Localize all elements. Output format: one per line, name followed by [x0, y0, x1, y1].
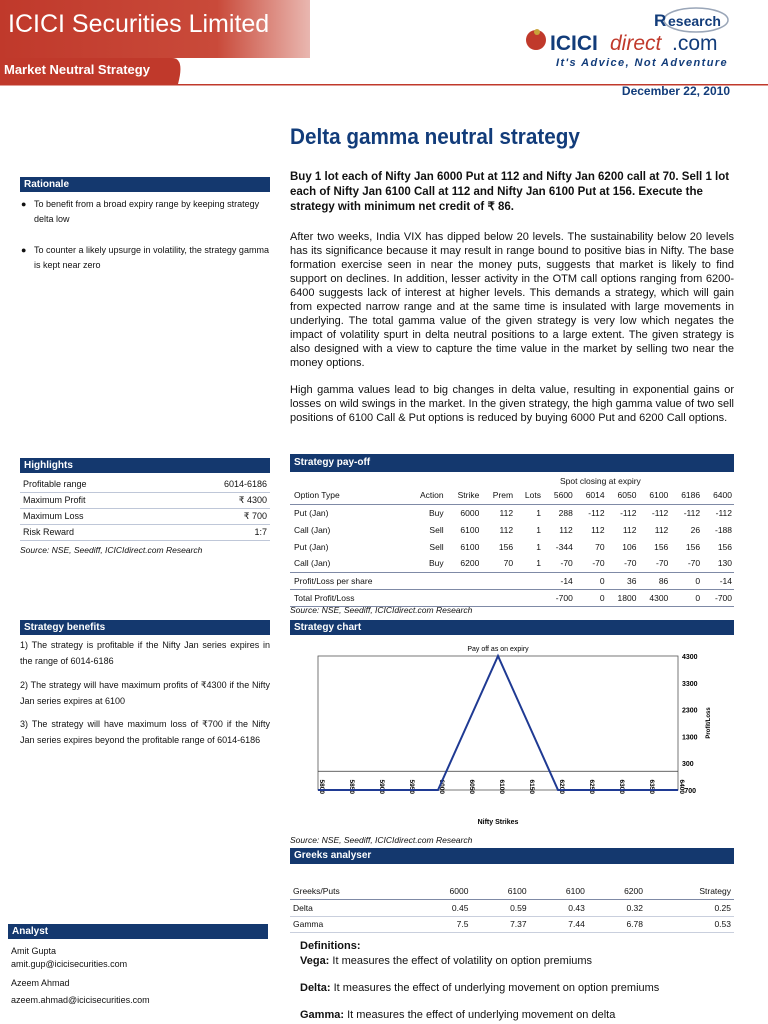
table-row: Risk Reward 1:7: [20, 524, 270, 540]
section-tag: Market Neutral Strategy: [4, 62, 150, 77]
highlights-table: [20, 476, 270, 541]
x-tick-label: 6200: [558, 779, 565, 794]
greeks-table: [290, 883, 734, 933]
greeks-heading: Greeks analyser: [290, 848, 734, 864]
rationale-item: ● To counter a likely upsurge in volatility, the strategy gamma is kept near zero: [21, 245, 269, 270]
table-row: Total Profit/Loss -700 0 1800 4300 0 -700: [290, 589, 734, 606]
x-tick-label: 5900: [378, 779, 385, 794]
plot-area: [318, 656, 678, 790]
definition-gamma: Gamma: It measures the effect of underlying movement on delta: [300, 1009, 616, 1021]
table-header-row: Greeks/Puts 6000 6100 6100 6200 Strategy: [290, 883, 734, 900]
analyst-name: Amit Gupta: [11, 946, 57, 956]
series-line: [318, 656, 678, 790]
x-tick-label: 5950: [408, 779, 415, 794]
analyst-name: Azeem Ahmad: [11, 978, 70, 988]
y-tick-label: -700: [682, 788, 697, 795]
body-paragraph: High gamma values lead to big changes in delta value, resulting in exponential gains or losses on wild swings in the market. In the given strategy, the high gamma value of two sell positions of 6100 Call & Put options is reduced by buying 6000 Put and 6200 Call options.: [290, 384, 734, 424]
rationale-item: ● To benefit from a broad expiry range by keeping strategy delta low: [21, 199, 260, 224]
definition-vega: Vega: It measures the effect of volatility on option premiums: [300, 955, 593, 967]
bullet-icon: ●: [21, 245, 27, 255]
payoff-table: [290, 487, 734, 607]
y-tick-label: 300: [682, 761, 694, 769]
x-tick-label: 5800: [318, 779, 325, 794]
table-row: Profit/Loss per share -14 0 36 86 0 -14: [290, 572, 734, 589]
table-row: Put (Jan) Sell 6100 156 1 -344 70 106 156 156 156: [294, 541, 732, 552]
payoff-chart: [290, 636, 734, 832]
bullet-icon: ●: [21, 199, 27, 209]
benefit-item: 2) The strategy will have maximum profits of ₹4300 if the Nifty Jan series expires at 6100: [20, 680, 270, 706]
x-tick-label: 6100: [498, 779, 505, 794]
definitions-heading: Definitions:: [300, 940, 361, 952]
x-tick-label: 6250: [588, 779, 595, 794]
highlights-source: Source: NSE, Seediff, ICICIdirect.com Research: [20, 545, 203, 555]
table-header-row: Option Type Action Strike Prem Lots 5600 6014 6050 6100 6186 6400: [290, 487, 734, 504]
report-date: December 22, 2010: [621, 84, 730, 98]
svg-text:R: R: [654, 11, 667, 30]
x-tick-label: 6400: [678, 779, 685, 794]
payoff-heading: Strategy pay-off: [290, 454, 734, 472]
y-tick-label: 2300: [682, 707, 698, 715]
svg-text:direct: direct: [610, 32, 662, 55]
analyst-email[interactable]: azeem.ahmad@icicisecurities.com: [11, 995, 150, 1005]
x-axis-label: Nifty Strikes: [477, 819, 519, 826]
x-tick-label: 6000: [438, 779, 445, 794]
svg-text:esearch: esearch: [668, 13, 721, 29]
chart-source: Source: NSE, Seediff, ICICIdirect.com Research: [290, 835, 473, 845]
table-row: Call (Jan) Sell 6100 112 1 112 112 112 112 26 -188: [294, 524, 732, 535]
page-title: Delta gamma neutral strategy: [290, 124, 580, 149]
x-tick-label: 6350: [648, 779, 655, 794]
benefit-item: 1) The strategy is profitable if the Nifty Jan series expires in the range of 6014-6186: [20, 640, 270, 666]
company-name: ICICI Securities Limited: [8, 10, 270, 38]
y-tick-label: 4300: [682, 654, 698, 661]
lead-paragraph: Buy 1 lot each of Nifty Jan 6000 Put at 112 and Nifty Jan 6200 call at 70. Sell 1 lot each of Nifty Jan 6100 Call at 112 and Nifty Jan 6100 Put at 156. Execute the strategy with minimum net credit of ₹ 86.: [290, 171, 730, 213]
y-axis-label: Profit/Loss: [706, 707, 712, 739]
rationale-heading: Rationale: [20, 177, 270, 192]
y-tick-label: 3300: [682, 680, 698, 688]
highlights-heading: Highlights: [20, 458, 270, 473]
x-tick-label: 6150: [528, 779, 535, 794]
svg-text:ICICI: ICICI: [550, 32, 598, 55]
chart-heading: Strategy chart: [290, 620, 734, 635]
payoff-source: Source: NSE, Seediff, ICICIdirect.com Research: [290, 605, 473, 615]
benefits-heading: Strategy benefits: [20, 620, 270, 635]
chart-title: Pay off as on expiry: [467, 646, 529, 653]
tagline: It's Advice, Not Adventure: [556, 57, 729, 69]
analyst-email[interactable]: amit.gup@icicisecurities.com: [11, 959, 128, 969]
x-tick-label: 5850: [348, 779, 355, 794]
table-row: Profitable range 6014-6186: [20, 476, 270, 492]
definition-delta: Delta: It measures the effect of underlying movement on option premiums: [300, 982, 660, 994]
table-row: Maximum Profit ₹ 4300: [20, 492, 270, 508]
analyst-heading: Analyst: [8, 924, 268, 939]
spot-closing-label: Spot closing at expiry: [560, 476, 641, 486]
table-row: Maximum Loss ₹ 700: [20, 508, 270, 524]
x-tick-label: 6300: [618, 779, 625, 794]
table-row: Delta 0.45 0.59 0.43 0.32 0.25: [290, 900, 734, 917]
body-paragraph: After two weeks, India VIX has dipped below 20 levels. The sustainability below 20 levels has its significance because it may result in range bound to positive bias in Nifty. The base formation exercise seen in near the money puts, suggests that market is likely to find support on declines. In addition, lesser activity in the OTM call options ranging from 6200-6400 suggests lack of interest at higher levels. This demands a strategy, which will gain from expected narrow range and at the same time is insulated with large movements in underlying. The total gamma value of the given strategy is very low which negates the impact of volatility spurt in delta neutral positions to a large extent. The given strategy is also designed with a view to capture the time value in the market by selling two near the money options.: [290, 231, 734, 369]
x-tick-label: 6050: [468, 779, 475, 794]
table-row: Call (Jan) Buy 6200 70 1 -70 -70 -70 -70 -70 130: [290, 555, 734, 572]
y-tick-label: 1300: [682, 734, 698, 742]
table-row: Gamma 7.5 7.37 7.44 6.78 0.53: [290, 916, 734, 933]
svg-text:.com: .com: [672, 32, 718, 55]
table-row: Put (Jan) Buy 6000 112 1 288 -112 -112 -112 -112 -112: [294, 507, 732, 518]
benefit-item: 3) The strategy will have maximum loss of ₹700 if the Nifty Jan series expires beyond the profitable range of 6014-6186: [20, 719, 270, 745]
